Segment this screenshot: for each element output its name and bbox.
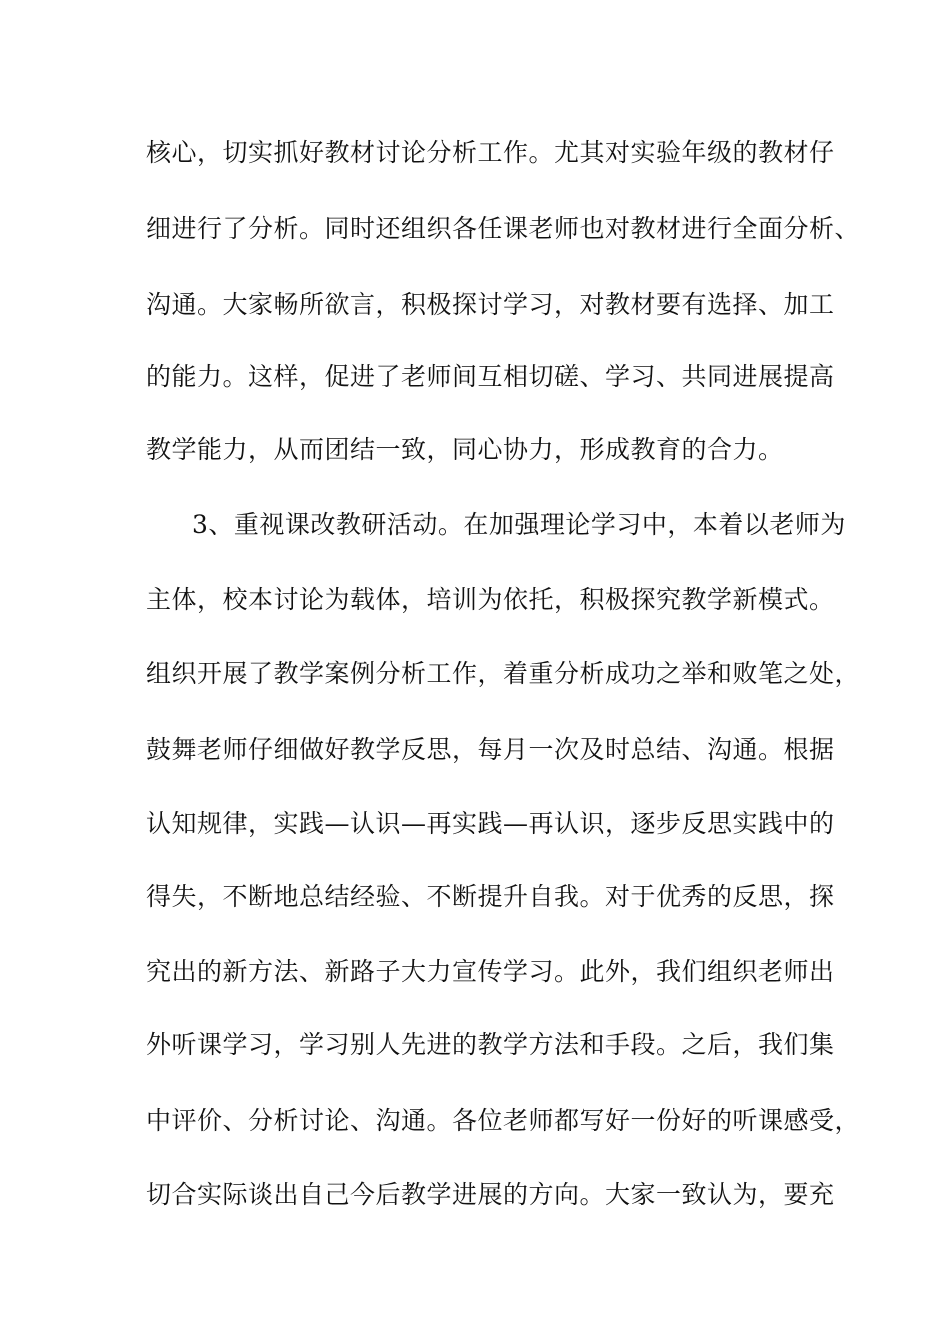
paragraph-line: 切合实际谈出自己今后教学进展的方向。大家一致认为，要充	[146, 1180, 835, 1209]
paragraph-line: 教学能力，从而团结一致，同心协力，形成教育的合力。	[146, 435, 784, 464]
paragraph-line: 核心，切实抓好教材讨论分析工作。尤其对实验年级的教材仔	[146, 138, 835, 167]
paragraph-line: 究出的新方法、新路子大力宣传学习。此外，我们组织老师出	[146, 957, 835, 986]
paragraph-line: 外听课学习，学习别人先进的教学方法和手段。之后，我们集	[146, 1030, 835, 1059]
paragraph-line: 得失，不断地总结经验、不断提升自我。对于优秀的反思，探	[146, 882, 835, 911]
paragraph-line: 鼓舞老师仔细做好教学反思，每月一次及时总结、沟通。根据	[146, 735, 835, 764]
paragraph-line: 中评价、分析讨论、沟通。各位老师都写好一份好的听课感受，	[146, 1106, 861, 1135]
paragraph-line: 组织开展了教学案例分析工作，着重分析成功之举和败笔之处，	[146, 659, 861, 688]
paragraph-line: 的能力。这样，促进了老师间互相切磋、学习、共同进展提高	[146, 362, 835, 391]
paragraph-line: 沟通。大家畅所欲言，积极探讨学习，对教材要有选择、加工	[146, 290, 835, 319]
paragraph-line: 3、重视课改教研活动。在加强理论学习中，本着以老师为	[192, 510, 846, 539]
paragraph-line: 细进行了分析。同时还组织各任课老师也对教材进行全面分析、	[146, 214, 861, 243]
paragraph-line: 认知规律，实践—认识—再实践—再认识，逐步反思实践中的	[146, 809, 835, 838]
paragraph-line: 主体，校本讨论为载体，培训为依托，积极探究教学新模式。	[146, 585, 835, 614]
